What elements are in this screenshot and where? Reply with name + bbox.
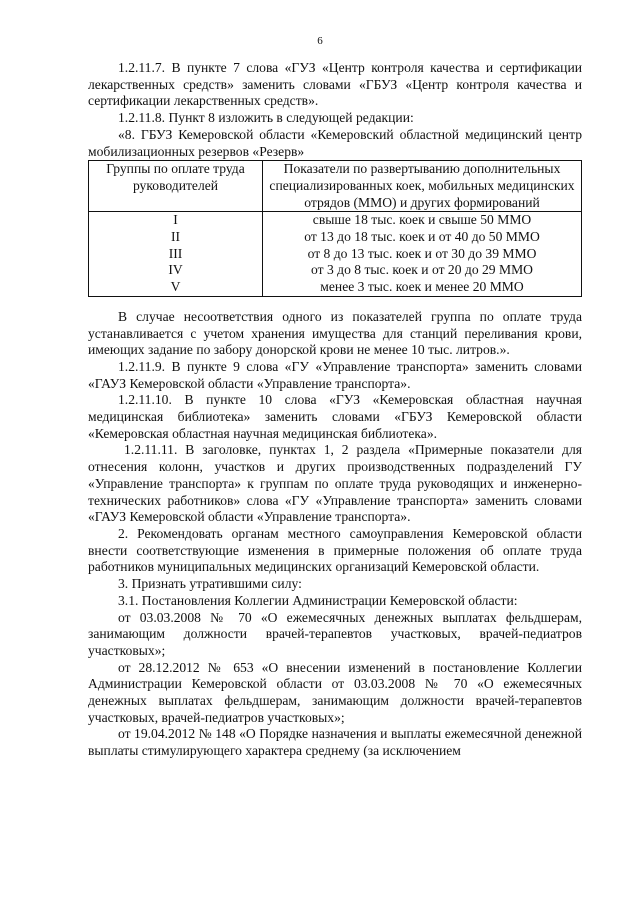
paragraph-1-2-11-10: 1.2.11.10. В пункте 10 слова «ГУЗ «Кемеровская областная научная медицинская библиотека» заменить словами «ГБУЗ Кемеровской области «Кемеровская областная научная медицинская библиотека».: [88, 392, 582, 441]
table-header-row: [89, 161, 582, 212]
spacer: [88, 297, 582, 309]
pay-groups-table: [88, 160, 582, 297]
paragraph-decree-148: от 19.04.2012 № 148 «О Порядке назначения и выплаты ежемесячной денежной выплаты стимулирующего характера среднему (за исключением: [88, 726, 582, 759]
table-cell-group: V: [89, 279, 263, 296]
paragraph-1-2-11-9: 1.2.11.9. В пункте 9 слова «ГУ «Управление транспорта» заменить словами «ГАУЗ Кемеровской области «Управление транспорта».: [88, 358, 582, 391]
paragraph-decree-653: от 28.12.2012 № 653 «О внесении изменений в постановление Коллегии Администрации Кемеровской области от 03.03.2008 № 70 «О ежемесячных денежных выплатах фельдшерам, занимающим должности врачей-терапевтов участковых, врачей-педиатров участковых»;: [88, 659, 582, 725]
document-body: [88, 60, 582, 760]
table-header-indicators: Показатели по развертыванию дополнительных специализированных коек, мобильных медицинских отрядов (ММО) и других формирований: [263, 161, 582, 212]
table-row: [89, 229, 582, 246]
paragraph-3-1: 3.1. Постановления Коллегии Администрации Кемеровской области:: [118, 592, 518, 608]
table-cell-group: IV: [89, 262, 263, 279]
table-row: [89, 262, 582, 279]
table-cell-indicator: менее 3 тыс. коек и менее 20 ММО: [263, 279, 582, 296]
table-cell-indicator: от 8 до 13 тыс. коек и от 30 до 39 ММО: [263, 246, 582, 263]
table-row: [89, 246, 582, 263]
table-row: [89, 212, 582, 229]
table-cell-indicator: свыше 18 тыс. коек и свыше 50 ММО: [263, 212, 582, 229]
page-number: 6: [317, 35, 323, 47]
table-cell-indicator: от 13 до 18 тыс. коек и от 40 до 50 ММО: [263, 229, 582, 246]
paragraph-2: 2. Рекомендовать органам местного самоуправления Кемеровской области внести соответствующие изменения в примерные положения об оплате труда работников муниципальных медицинских организаций Кемеровской области.: [88, 525, 582, 575]
paragraph-1-2-11-8: 1.2.11.8. Пункт 8 изложить в следующей редакции:: [118, 110, 414, 126]
table-cell-group: III: [89, 246, 263, 263]
paragraph-decree-70: от 03.03.2008 № 70 «О ежемесячных денежных выплатах фельдшерам, занимающим должности врачей-терапевтов участковых, врачей-педиатров участковых»;: [88, 609, 582, 658]
paragraph-item-8-title: «8. ГБУЗ Кемеровской области «Кемеровский областной медицинский центр мобилизационных резервов «Резерв»: [88, 126, 582, 159]
paragraph-1-2-11-11: 1.2.11.11. В заголовке, пунктах 1, 2 раздела «Примерные показатели для отнесения колонн, участков и других производственных подразделений ГУ «Управление транспорта» к группам по оплате труда руководящих и инженерно-технических работников» слова «ГУ «Управление транспорта» заменить словами «ГАУЗ Кемеровской области «Управление транспорта».: [88, 442, 582, 525]
table-cell-indicator: от 3 до 8 тыс. коек и от 20 до 29 ММО: [263, 262, 582, 279]
paragraph-3: 3. Признать утратившими силу:: [118, 576, 302, 592]
table-cell-group: II: [89, 229, 263, 246]
table-header-groups: Группы по оплате труда руководителей: [89, 161, 263, 212]
table-row: [89, 279, 582, 296]
paragraph-1-2-11-7: 1.2.11.7. В пункте 7 слова «ГУЗ «Центр контроля качества и сертификации лекарственных средств» заменить словами «ГБУЗ «Центр контроля качества и сертификации лекарственных средств».: [88, 60, 582, 109]
paragraph-blood-transfusion-note: В случае несоответствия одного из показателей группа по оплате труда устанавливается с учетом хранения имущества для станций переливания крови, имеющих задание по забору донорской крови не менее 10 тыс. литров.».: [88, 308, 582, 358]
table-cell-group: I: [89, 212, 263, 229]
